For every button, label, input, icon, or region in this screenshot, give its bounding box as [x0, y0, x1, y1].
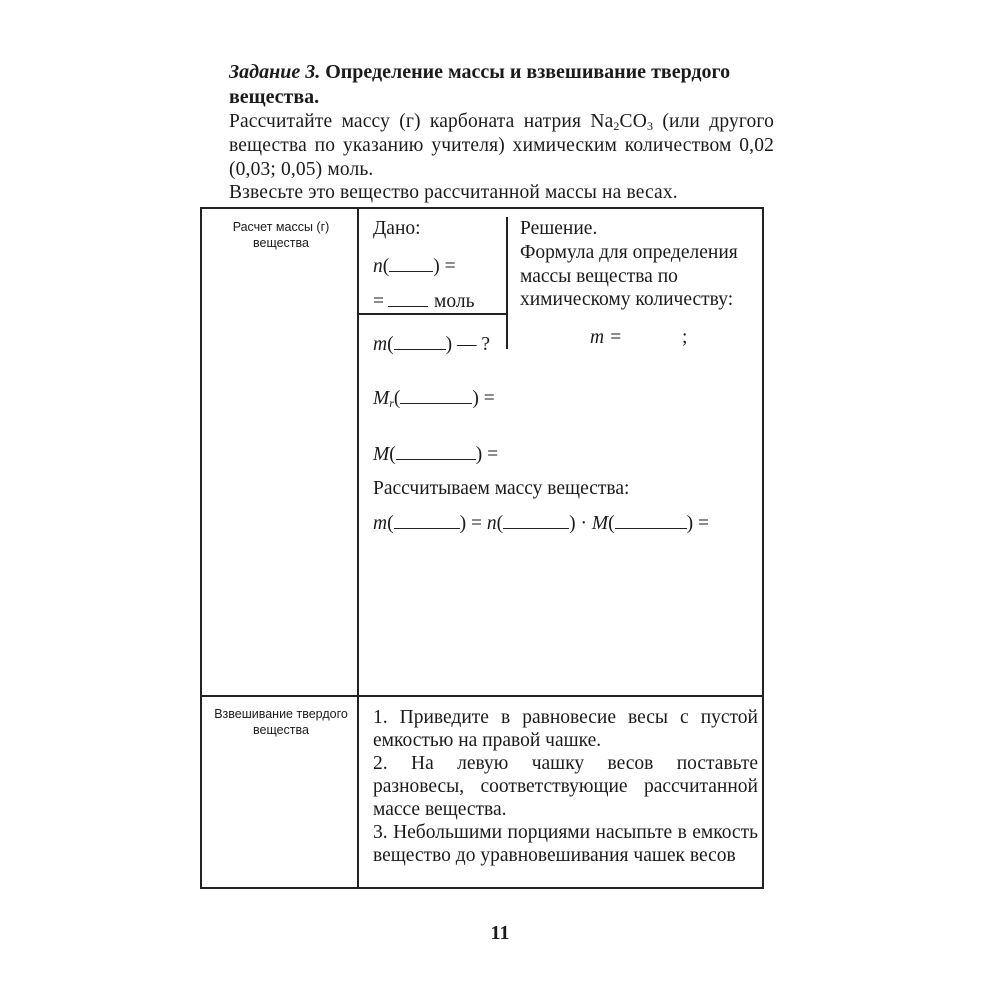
given-solution-divider: [506, 217, 508, 349]
molar-mass-symbol: M: [373, 444, 390, 465]
given-m-line: [373, 332, 490, 357]
mol-value-blank[interactable]: [388, 289, 428, 307]
calc-n-blank[interactable]: [503, 511, 569, 529]
solution-heading: Решение.: [520, 218, 598, 239]
row-label-mass-calc: Расчет массы (г) вещества: [232, 220, 330, 250]
mr-substance-blank[interactable]: [400, 386, 472, 404]
weighing-steps: [373, 706, 758, 867]
m-substance-blank[interactable]: [394, 332, 446, 350]
task-title: [229, 60, 774, 110]
intro-sub-b: 3: [646, 119, 654, 133]
table-row-divider: [202, 695, 762, 697]
calc-dot: ) ·: [569, 513, 592, 534]
calc-m-symbol: m: [373, 513, 388, 534]
calc-n-symbol: n: [486, 513, 497, 534]
intro-text-b: CO: [619, 111, 647, 132]
given-mol-line: [373, 289, 474, 314]
mol-eq-sign: =: [373, 291, 384, 312]
calc-m-open: (: [387, 513, 394, 534]
calc-molar-symbol: M: [591, 513, 609, 534]
task-heading: Определение массы и взвешивание твердого вещества.: [229, 61, 731, 108]
given-separator: [359, 313, 506, 315]
calc-end: ) =: [686, 513, 709, 534]
n-substance-blank[interactable]: [389, 254, 433, 272]
n-symbol: n: [373, 256, 383, 277]
step-item: 2. На левую чашку весов поставьте разновесы, соответствующие рассчитанной массе вещества.: [373, 753, 758, 820]
page-number: 11: [490, 922, 510, 944]
intro-text-c: (или другого вещества по указанию учителя) химическим количеством 0,02 (0,03; 0,05) моль.: [229, 111, 774, 180]
m-symbol: m: [373, 334, 388, 355]
table-column-divider: [357, 209, 359, 887]
intro-text-a: Рассчитайте массу (г) карбоната натрия Na: [229, 111, 614, 132]
intro-paragraph: [229, 110, 774, 182]
mr-sub: r: [389, 396, 394, 410]
intro-sub-a: 2: [613, 119, 620, 133]
solution-semicolon: ;: [682, 327, 688, 348]
mr-close-eq: ) =: [472, 388, 495, 409]
step-item: 3. Небольшими порциями насыпьте в емкость вещество до уравновешивания чашек весов: [373, 822, 758, 866]
molar-mass-close-eq: ) =: [475, 444, 499, 465]
calc-molar-open: (: [608, 513, 615, 534]
m-question: ) — ?: [445, 334, 490, 355]
given-mr-line: [373, 386, 495, 411]
given-heading: Дано:: [373, 218, 421, 239]
mol-unit: моль: [434, 291, 475, 312]
mr-symbol: M: [373, 388, 390, 409]
row-label-weighing: Взвешивание твердого вещества: [214, 707, 348, 737]
m-open-paren: (: [387, 334, 394, 355]
calc-n-open: (: [496, 513, 504, 534]
task-table: [200, 207, 764, 889]
calc-eq: ) =: [459, 513, 487, 534]
mr-open-paren: (: [393, 388, 401, 409]
given-n-line: [373, 254, 456, 279]
molar-mass-open-paren: (: [389, 444, 396, 465]
calc-m-blank[interactable]: [394, 511, 460, 529]
weigh-instruction: Взвесьте это вещество рассчитанной массы на весах.: [229, 182, 678, 203]
given-molar-mass-line: [373, 442, 498, 467]
n-open-paren: (: [382, 256, 390, 277]
task-label: Задание 3.: [229, 61, 321, 83]
step-item: 1. Приведите в равновесие весы с пустой емкостью на правой чашке.: [373, 707, 758, 751]
solution-formula-text: Формула для определения массы вещества по химическому количеству:: [520, 242, 738, 310]
calc-molar-blank[interactable]: [615, 511, 687, 529]
calc-line: [373, 511, 709, 536]
calc-heading: Рассчитываем массу вещества:: [373, 478, 630, 499]
solution-m-eq: m =: [590, 327, 623, 348]
n-close-eq: ) =: [433, 256, 456, 277]
molar-mass-blank[interactable]: [396, 442, 476, 460]
